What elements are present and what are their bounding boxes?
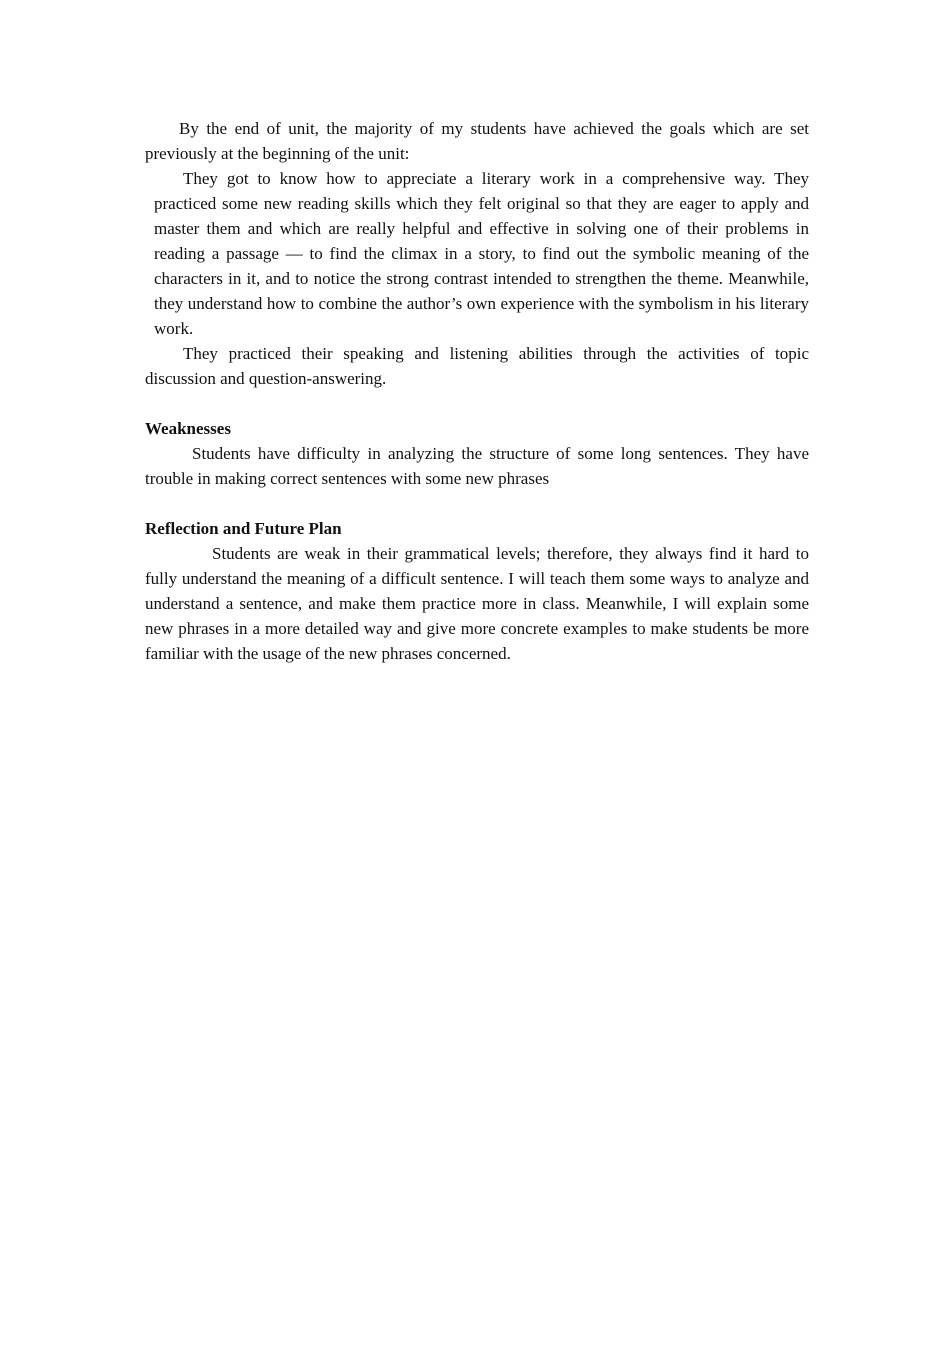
reflection-paragraph: Students are weak in their grammatical levels; therefore, they always find it hard to fully understand the meaning of a difficult sentence. I will teach them some ways to analyze and understand a sentence, and make them practice more in class. Meanwhile, I will explain some new phrases in a more detailed way and give more concrete examples to make students be more familiar with the usage of the new phrases concerned. [145,544,809,663]
reflection-heading: Reflection and Future Plan [145,519,342,538]
achievement-paragraph-reading: They got to know how to appreciate a literary work in a comprehensive way. They practiced some new reading skills which they felt original so that they are eager to apply and master them and which are really helpful and effective in solving one of their problems in reading a passage — to find the climax in a story, to find out the symbolic meaning of the characters in it, and to notice the strong contrast intended to strengthen the theme. Meanwhile, they understand how to combine the author’s own experience with the symbolism in his literary work. [154,169,809,338]
achievement-paragraph-speaking: They practiced their speaking and listening abilities through the activities of topic discussion and question-answering. [145,344,809,388]
weaknesses-paragraph: Students have difficulty in analyzing the structure of some long sentences. They have trouble in making correct sentences with some new phrases [145,444,809,488]
weaknesses-heading: Weaknesses [145,419,231,438]
intro-paragraph: By the end of unit, the majority of my students have achieved the goals which are set previously at the beginning of the unit: [145,119,809,163]
section-spacer [145,391,809,416]
section-spacer [145,491,809,516]
document-page [145,116,809,666]
